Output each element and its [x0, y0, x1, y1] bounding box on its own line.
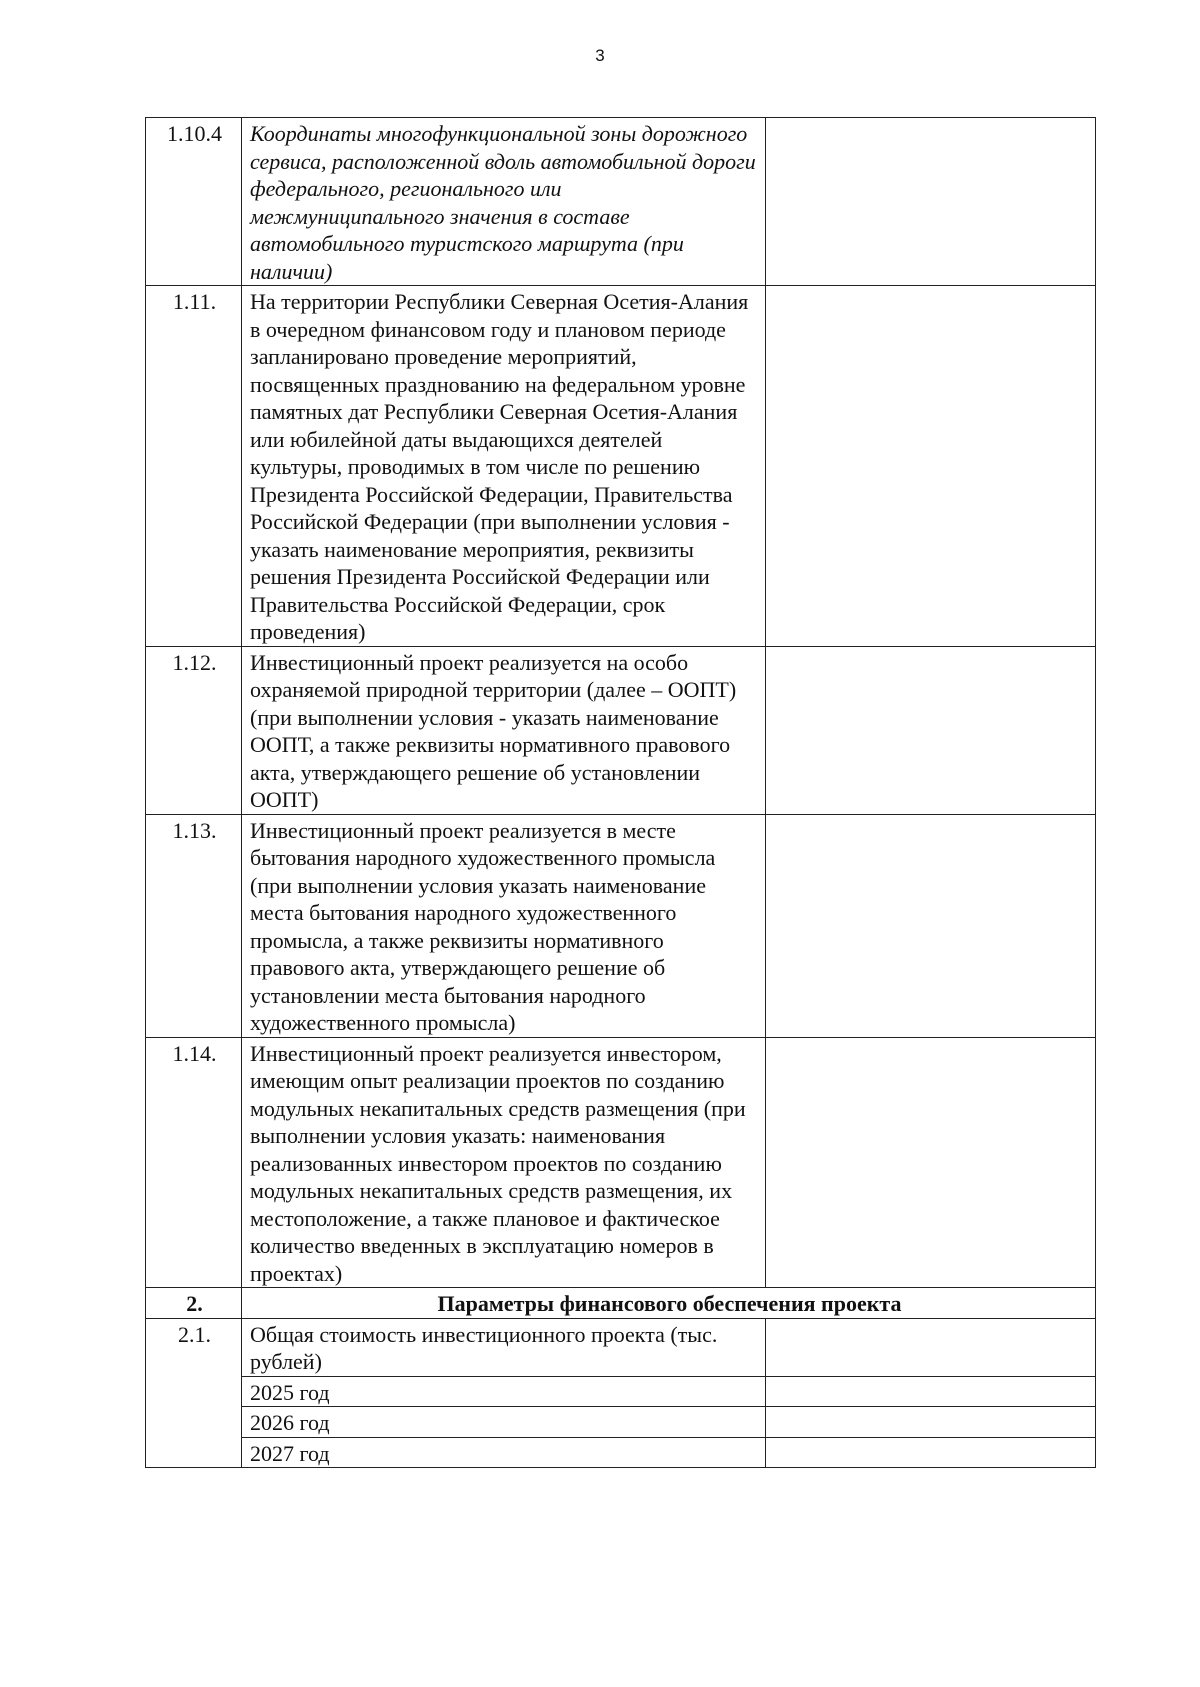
year-row	[146, 1407, 1096, 1438]
row-value-cell[interactable]	[766, 118, 1096, 286]
year-value-cell[interactable]	[766, 1407, 1096, 1438]
row-description: Координаты многофункциональной зоны дорожного сервиса, расположенной вдоль автомобильной дороги федерального, регионального или межмуниципального значения в составе автомобильного туристского маршрута (при наличии)	[242, 118, 766, 286]
row-value-cell[interactable]	[766, 1318, 1096, 1376]
row-number: 1.12.	[146, 646, 242, 814]
row-value-cell[interactable]	[766, 1037, 1096, 1288]
row-number: 1.10.4	[146, 118, 242, 286]
table-row	[146, 286, 1096, 647]
row-description: На территории Республики Северная Осетия-Алания в очередном финансовом году и плановом периоде запланировано проведение мероприятий, посвященных празднованию на федеральном уровне памятных дат Республики Северная Осетия-Алания или юбилейной даты выдающихся деятелей культуры, проводимых в том числе по решению Президента Российской Федерации, Правительства Российской Федерации (при выполнении условия - указать наименование мероприятия, реквизиты решения Президента Российской Федерации или Правительства Российской Федерации, срок проведения)	[242, 286, 766, 647]
section-title: Параметры финансового обеспечения проекта	[242, 1288, 1096, 1319]
year-label: 2025 год	[242, 1376, 766, 1407]
table-row	[146, 1037, 1096, 1288]
table-row	[146, 118, 1096, 286]
row-number: 2.1.	[146, 1318, 242, 1468]
page-number: 3	[595, 46, 605, 65]
year-value-cell[interactable]	[766, 1437, 1096, 1468]
table-row	[146, 814, 1096, 1037]
year-label: 2026 год	[242, 1407, 766, 1438]
year-row	[146, 1437, 1096, 1468]
section-number: 2.	[146, 1288, 242, 1319]
year-label: 2027 год	[242, 1437, 766, 1468]
row-description: Общая стоимость инвестиционного проекта (тыс. рублей)	[242, 1318, 766, 1376]
section-header-row	[146, 1288, 1096, 1319]
row-description: Инвестиционный проект реализуется инвестором, имеющим опыт реализации проектов по созданию модульных некапитальных средств размещения (при выполнении условия указать: наименования реализованных инвестором проектов по созданию модульных некапитальных средств размещения, их местоположение, а также плановое и фактическое количество введенных в эксплуатацию номеров в проектах)	[242, 1037, 766, 1288]
row-value-cell[interactable]	[766, 646, 1096, 814]
row-number: 1.11.	[146, 286, 242, 647]
row-value-cell[interactable]	[766, 814, 1096, 1037]
table-row	[146, 646, 1096, 814]
year-row	[146, 1376, 1096, 1407]
row-description: Инвестиционный проект реализуется в месте бытования народного художественного промысла (при выполнении условия указать наименование места бытования народного художественного промысла, а также реквизиты нормативного правового акта, утверждающего решение об установлении места бытования народного художественного промысла)	[242, 814, 766, 1037]
row-description: Инвестиционный проект реализуется на особо охраняемой природной территории (далее – ООПТ) (при выполнении условия - указать наименование ООПТ, а также реквизиты нормативного правового акта, утверждающего решение об установлении ООПТ)	[242, 646, 766, 814]
application-form-table	[145, 117, 1096, 1468]
row-number: 1.14.	[146, 1037, 242, 1288]
row-value-cell[interactable]	[766, 286, 1096, 647]
table-row	[146, 1318, 1096, 1376]
year-value-cell[interactable]	[766, 1376, 1096, 1407]
row-number: 1.13.	[146, 814, 242, 1037]
